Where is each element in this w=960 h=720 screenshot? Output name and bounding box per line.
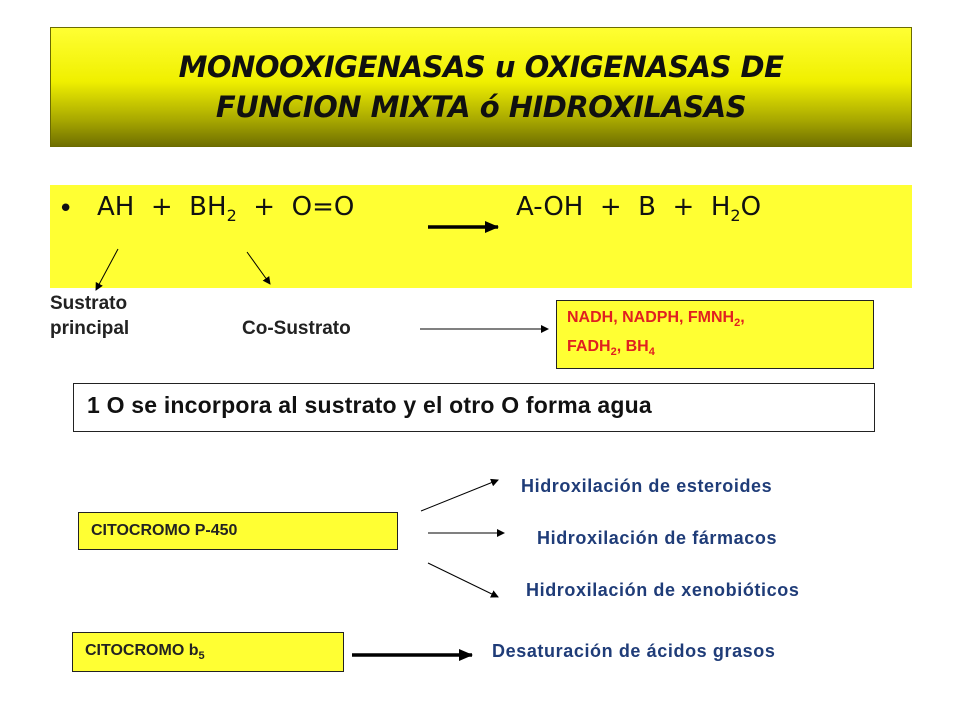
p450-label: CITOCROMO P-450 [91,522,238,539]
cofactors-line-2-a: FADH [567,338,611,356]
cosustrato-arrow [247,252,270,284]
equation-rhs-b: O [740,192,762,222]
cofactors-line-2-sub-2: 4 [648,346,655,359]
p450-target-farmacos: Hidroxilación de fármacos [537,528,778,548]
equation-rhs-sub: 2 [730,206,741,226]
cofactors-line-2-sub-1: 2 [610,346,617,359]
equation-rhs-a: A-OH + B + H [516,192,731,222]
b5-label-a: CITOCROMO b [85,641,199,659]
statement-box: 1 O se incorpora al sustrato y el otro O forma agua [73,383,875,432]
title-line-1: MONOOXIGENASAS u OXIGENASAS DE [178,50,784,84]
sustrato-line-1: Sustrato [50,293,128,314]
b5-label-sub: 5 [198,650,205,663]
equation-bullet: • [58,194,74,224]
title-line-2: FUNCION MIXTA ó HIDROXILASAS [215,90,747,124]
p450-target-xenobioticos: Hidroxilación de xenobióticos [526,580,800,600]
cofactors-line-1-a: NADH, NADPH, FMNH [567,309,735,326]
sustrato-arrow [96,249,118,290]
cofactors-line-2-b: , BH [616,338,649,356]
p450-target-esteroides: Hidroxilación de esteroides [521,476,773,496]
b5-target: Desaturación de ácidos grasos [492,641,776,661]
equation-lhs-b: + O=O [236,192,355,222]
cofactors-line-1-sub: 2 [734,317,741,330]
equation-lhs-sub: 2 [226,206,237,226]
equation-lhs-a: AH + BH [97,192,227,222]
p450-arrow-esteroides [421,480,498,511]
cofactors-line-1-b: , [740,309,745,326]
p450-arrow-xenobioticos [428,563,498,597]
sustrato-line-2: principal [50,318,130,339]
cosustrato-label: Co-Sustrato [242,318,351,339]
